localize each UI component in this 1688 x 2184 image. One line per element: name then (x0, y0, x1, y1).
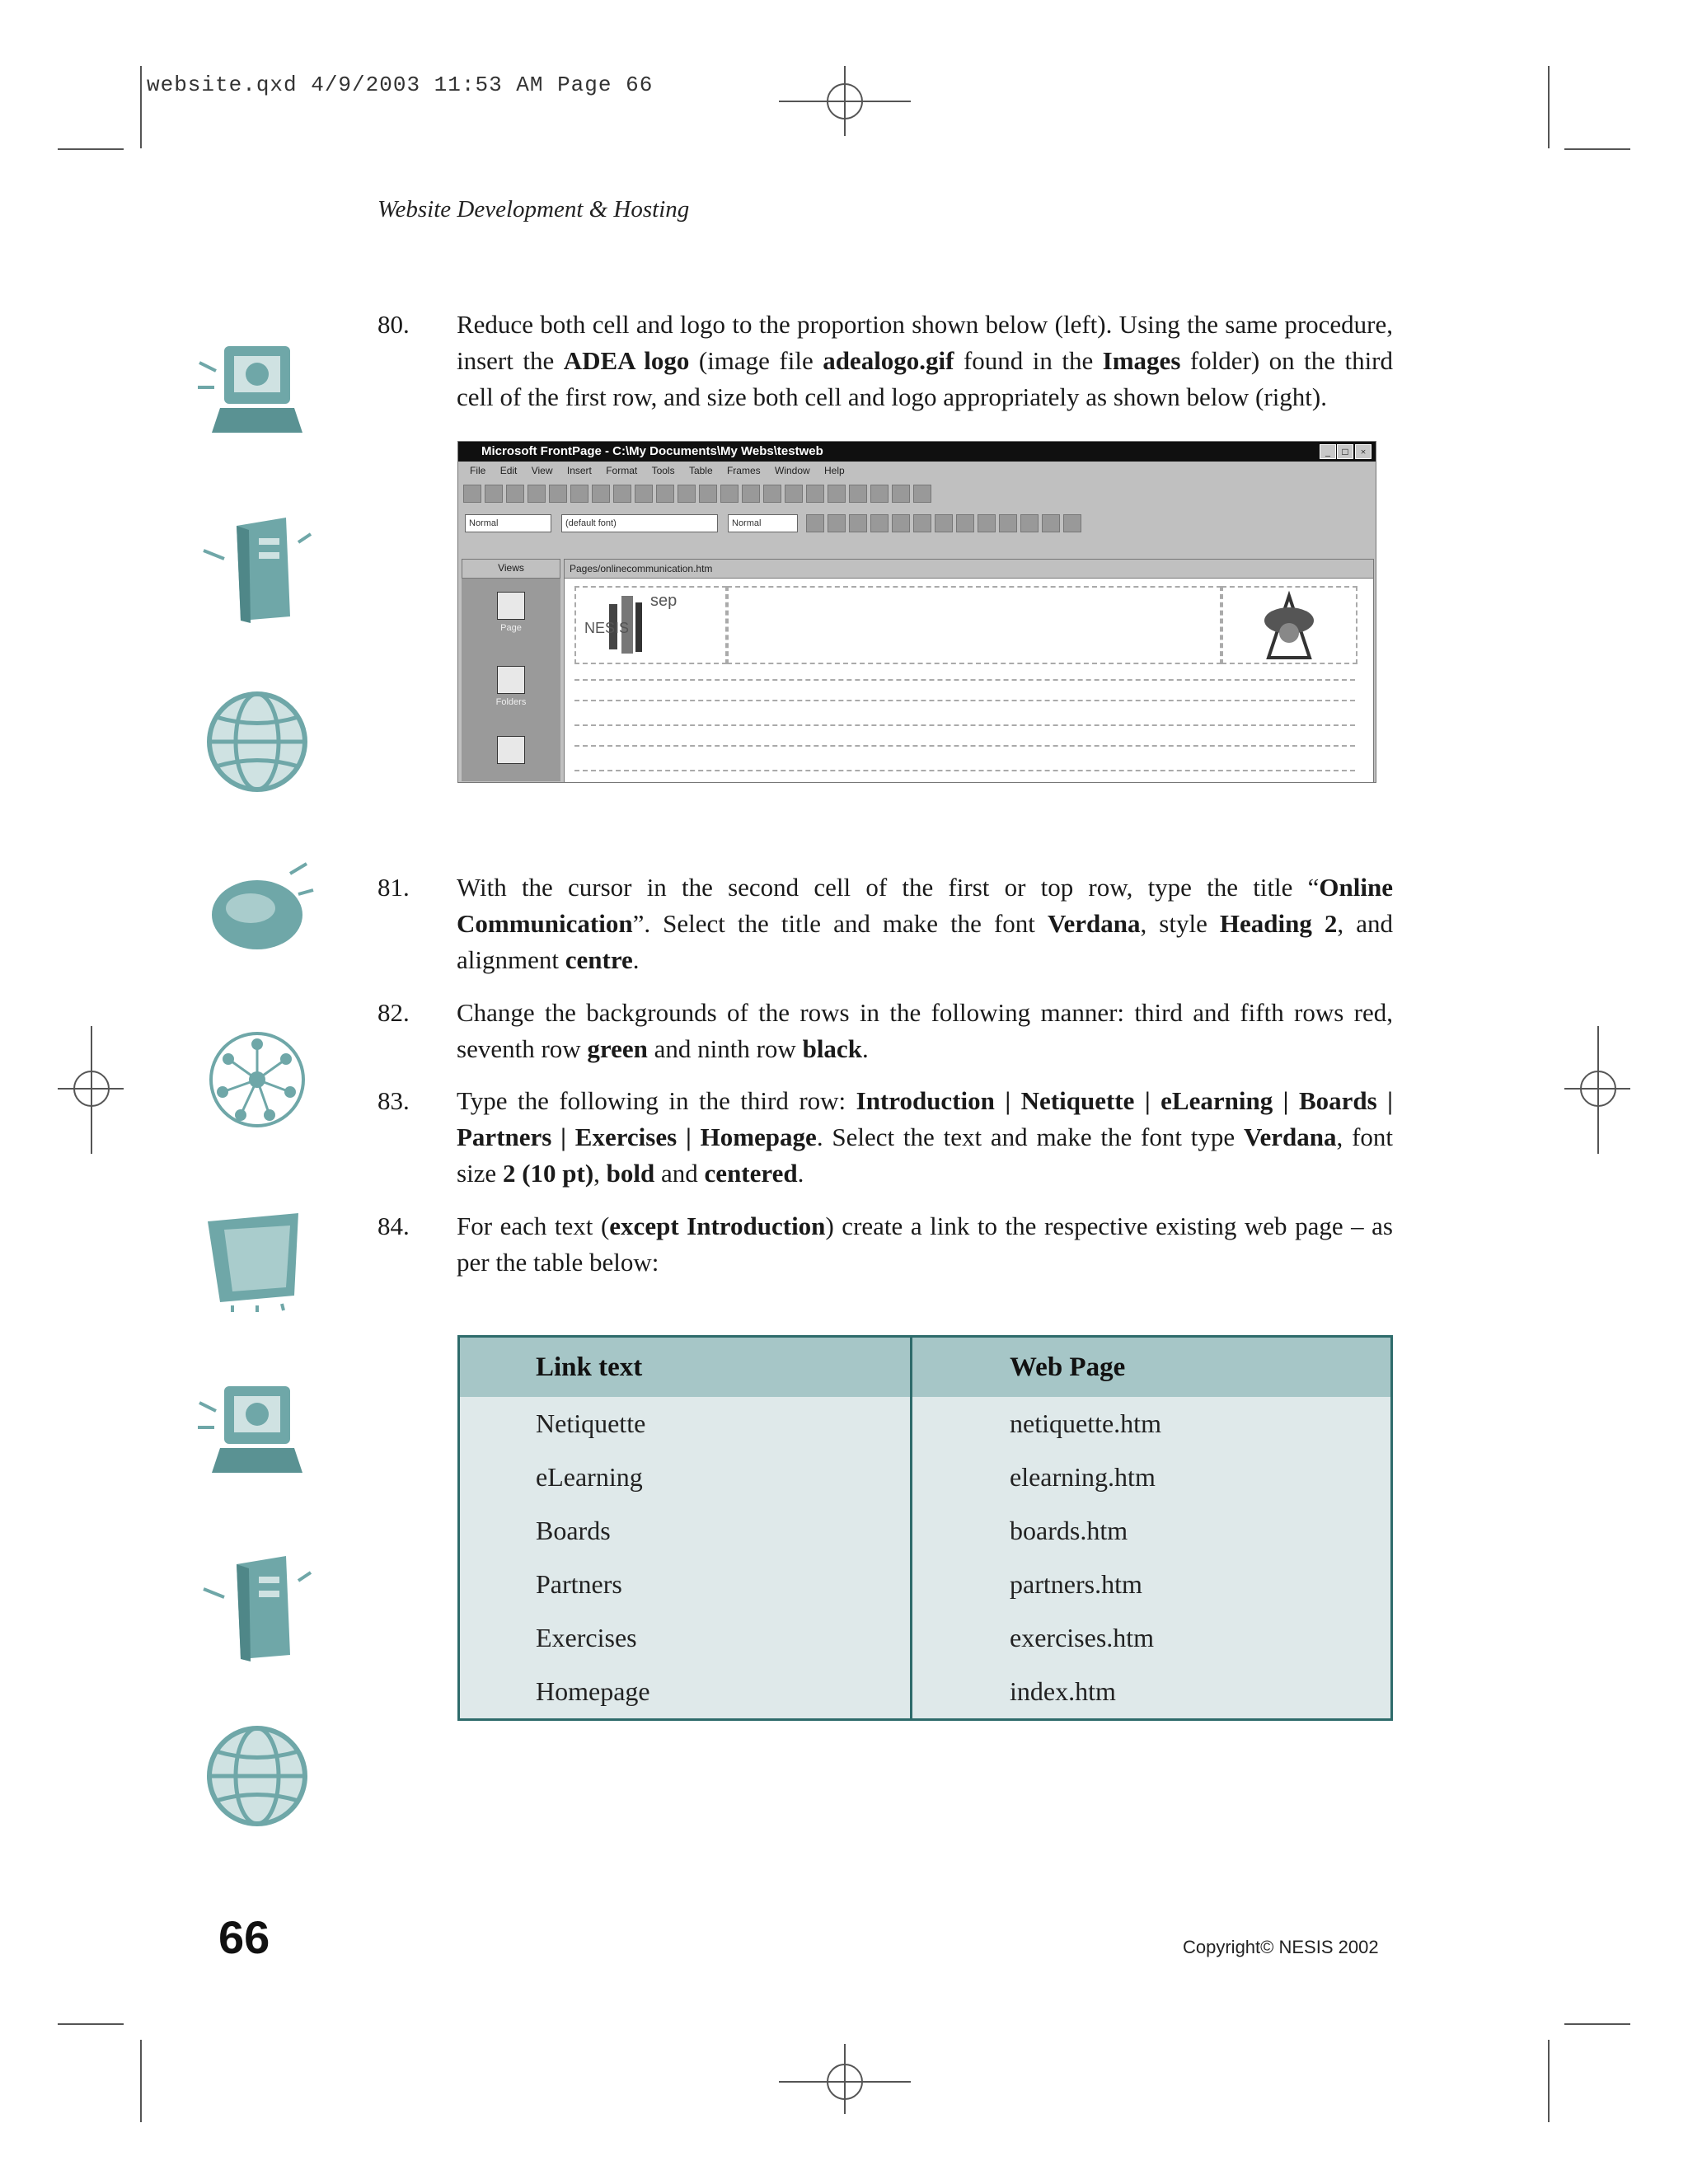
standard-toolbar (462, 481, 1372, 508)
table-row (459, 1451, 1392, 1504)
link-text-cell: Homepage (459, 1665, 912, 1720)
text-run: With the cursor in the second cell of the first or top row, type the title “ (457, 873, 1320, 902)
close-icon: × (1355, 444, 1372, 459)
step-text (457, 995, 1393, 1067)
bold-term: adealogo.gif (823, 346, 954, 375)
page-number: 66 (218, 1911, 270, 1963)
link-text-cell: Boards (459, 1504, 912, 1558)
web-page-cell: boards.htm (1010, 1516, 1128, 1545)
bold-term: Images (1102, 346, 1181, 375)
minimize-icon: _ (1320, 444, 1336, 459)
adea-logo (1223, 588, 1355, 662)
link-text-cell: eLearning (459, 1451, 912, 1504)
computer-icon-2 (191, 1378, 315, 1485)
bold-term: green (587, 1034, 648, 1063)
copyright: Copyright© NESIS 2002 (1183, 1937, 1379, 1957)
title-cell (727, 586, 1221, 664)
menu-item: Insert (566, 465, 592, 476)
text-run: , (593, 1159, 607, 1188)
menu-item: Frames (726, 465, 761, 476)
window-title: Microsoft FrontPage - C:\My Documents\My Webs\testweb (458, 442, 1376, 462)
link-text-cell: Netiquette (459, 1397, 912, 1451)
bold-term: except Introduction (609, 1212, 826, 1240)
bold-term: black (802, 1034, 862, 1063)
step-number: 84. (377, 1212, 410, 1240)
bold-term: Verdana (1047, 909, 1141, 938)
text-run: For each text ( (457, 1212, 610, 1240)
mouse-icon (191, 857, 315, 964)
text-run: . (861, 1034, 869, 1063)
logo-cell-left (574, 586, 727, 664)
text-run: folder) on the third cell of the first row, and size both cell and logo appropriately as shown below (right). (457, 346, 1394, 411)
bold-term: centered (704, 1159, 798, 1188)
bold-term: Online Communication (457, 873, 1393, 938)
web-page-cell: exercises.htm (1010, 1623, 1155, 1652)
computer-icon (191, 338, 315, 445)
step-number: 81. (377, 873, 410, 902)
text-run: Type the following in the third row: (457, 1086, 856, 1115)
style-select: Normal (465, 514, 551, 532)
svg-text:NESIS: NESIS (584, 620, 630, 636)
reports-view-icon (497, 736, 525, 764)
text-run: found in the (954, 346, 1103, 375)
menu-item: Edit (499, 465, 518, 476)
text-run: . Select the text and make the font type (816, 1122, 1244, 1151)
bold-term: 2 (10 pt) (502, 1159, 594, 1188)
bold-term: Introduction | Netiquette | eLearning | Boards | Partners | Exercises | Homepage (457, 1086, 1393, 1151)
format-toolbar (462, 511, 1372, 537)
menu-item: Format (606, 465, 638, 476)
step-text (457, 307, 1393, 415)
menu-bar (458, 462, 1376, 480)
step-82 (377, 995, 1393, 1067)
text-run: ”. Select the title and make the font (632, 909, 1048, 938)
link-text-cell: Partners (459, 1558, 912, 1611)
text-run: Change the backgrounds of the rows in the following manner: third and fifth rows red, seventh row (457, 998, 1393, 1063)
web-page-cell: partners.htm (1010, 1569, 1142, 1599)
text-run: ) create a link to the respective existing web page – as per the table below: (457, 1212, 1393, 1277)
svg-text:sep: sep (650, 592, 678, 610)
views-bar (462, 559, 560, 781)
page-editor (564, 559, 1374, 783)
folder-icon (191, 1205, 315, 1312)
document-tab: Pages/onlinecommunication.htm (565, 560, 1373, 579)
view-reports (486, 736, 536, 767)
menu-item: File (470, 465, 486, 476)
column-header: Web Page (912, 1337, 1392, 1398)
table-row (459, 1504, 1392, 1558)
step-number: 83. (377, 1086, 410, 1115)
menu-item: Help (824, 465, 845, 476)
text-run: (image file (689, 346, 823, 375)
nesis-logo (576, 588, 724, 662)
running-head: Website Development & Hosting (377, 196, 690, 223)
table-row (459, 1558, 1392, 1611)
text-run: . (797, 1159, 804, 1188)
step-83 (377, 1083, 1393, 1192)
bold-term: Heading 2 (1219, 909, 1338, 938)
maximize-icon: □ (1337, 444, 1353, 459)
view-folders: Folders (486, 666, 536, 707)
text-run: Reduce both cell and logo to the proportion shown below (left). Using the same procedure, insert the (457, 310, 1393, 375)
web-page-cell: netiquette.htm (1010, 1408, 1161, 1438)
text-run: and (654, 1159, 705, 1188)
step-text (457, 869, 1393, 978)
bold-term: centre (565, 945, 633, 974)
table-row (459, 1611, 1392, 1665)
text-run: , and alignment (457, 909, 1393, 974)
tower-icon-2 (191, 1556, 315, 1663)
page-view-icon (497, 592, 525, 620)
text-run: , font size (457, 1122, 1394, 1188)
menu-item: Tools (651, 465, 675, 476)
table-row (459, 1665, 1392, 1720)
view-page: Page (486, 592, 536, 633)
step-81 (377, 869, 1393, 978)
web-page-cell: elearning.htm (1010, 1462, 1156, 1492)
step-80 (377, 307, 1393, 415)
step-number: 82. (377, 998, 410, 1027)
text-run: and ninth row (647, 1034, 803, 1063)
step-text (457, 1208, 1393, 1281)
file-slug: website.qxd 4/9/2003 11:53 AM Page 66 (147, 73, 654, 97)
text-run: . (632, 945, 640, 974)
web-page-cell: index.htm (1010, 1676, 1116, 1706)
views-header: Views (462, 559, 560, 579)
step-84 (377, 1208, 1393, 1281)
menu-item: View (531, 465, 553, 476)
table-header-row (459, 1337, 1392, 1398)
folders-view-icon (497, 666, 525, 694)
table-row (459, 1397, 1392, 1451)
bold-term: ADEA logo (563, 346, 690, 375)
tower-icon (191, 518, 315, 625)
bold-term: Verdana (1243, 1122, 1337, 1151)
frontpage-screenshot (457, 441, 1376, 783)
bold-term: bold (606, 1159, 655, 1188)
text-run: , style (1140, 909, 1220, 938)
menu-item: Window (774, 465, 810, 476)
step-text (457, 1083, 1393, 1192)
link-table (457, 1335, 1393, 1721)
size-select: Normal (728, 514, 798, 532)
globe-icon (191, 688, 315, 795)
globe-icon-2 (191, 1722, 315, 1830)
step-number: 80. (377, 310, 410, 339)
link-text-cell: Exercises (459, 1611, 912, 1665)
menu-item: Table (688, 465, 713, 476)
font-select: (default font) (561, 514, 718, 532)
network-icon (191, 1026, 315, 1133)
logo-cell-right (1221, 586, 1357, 664)
column-header: Link text (459, 1337, 912, 1398)
